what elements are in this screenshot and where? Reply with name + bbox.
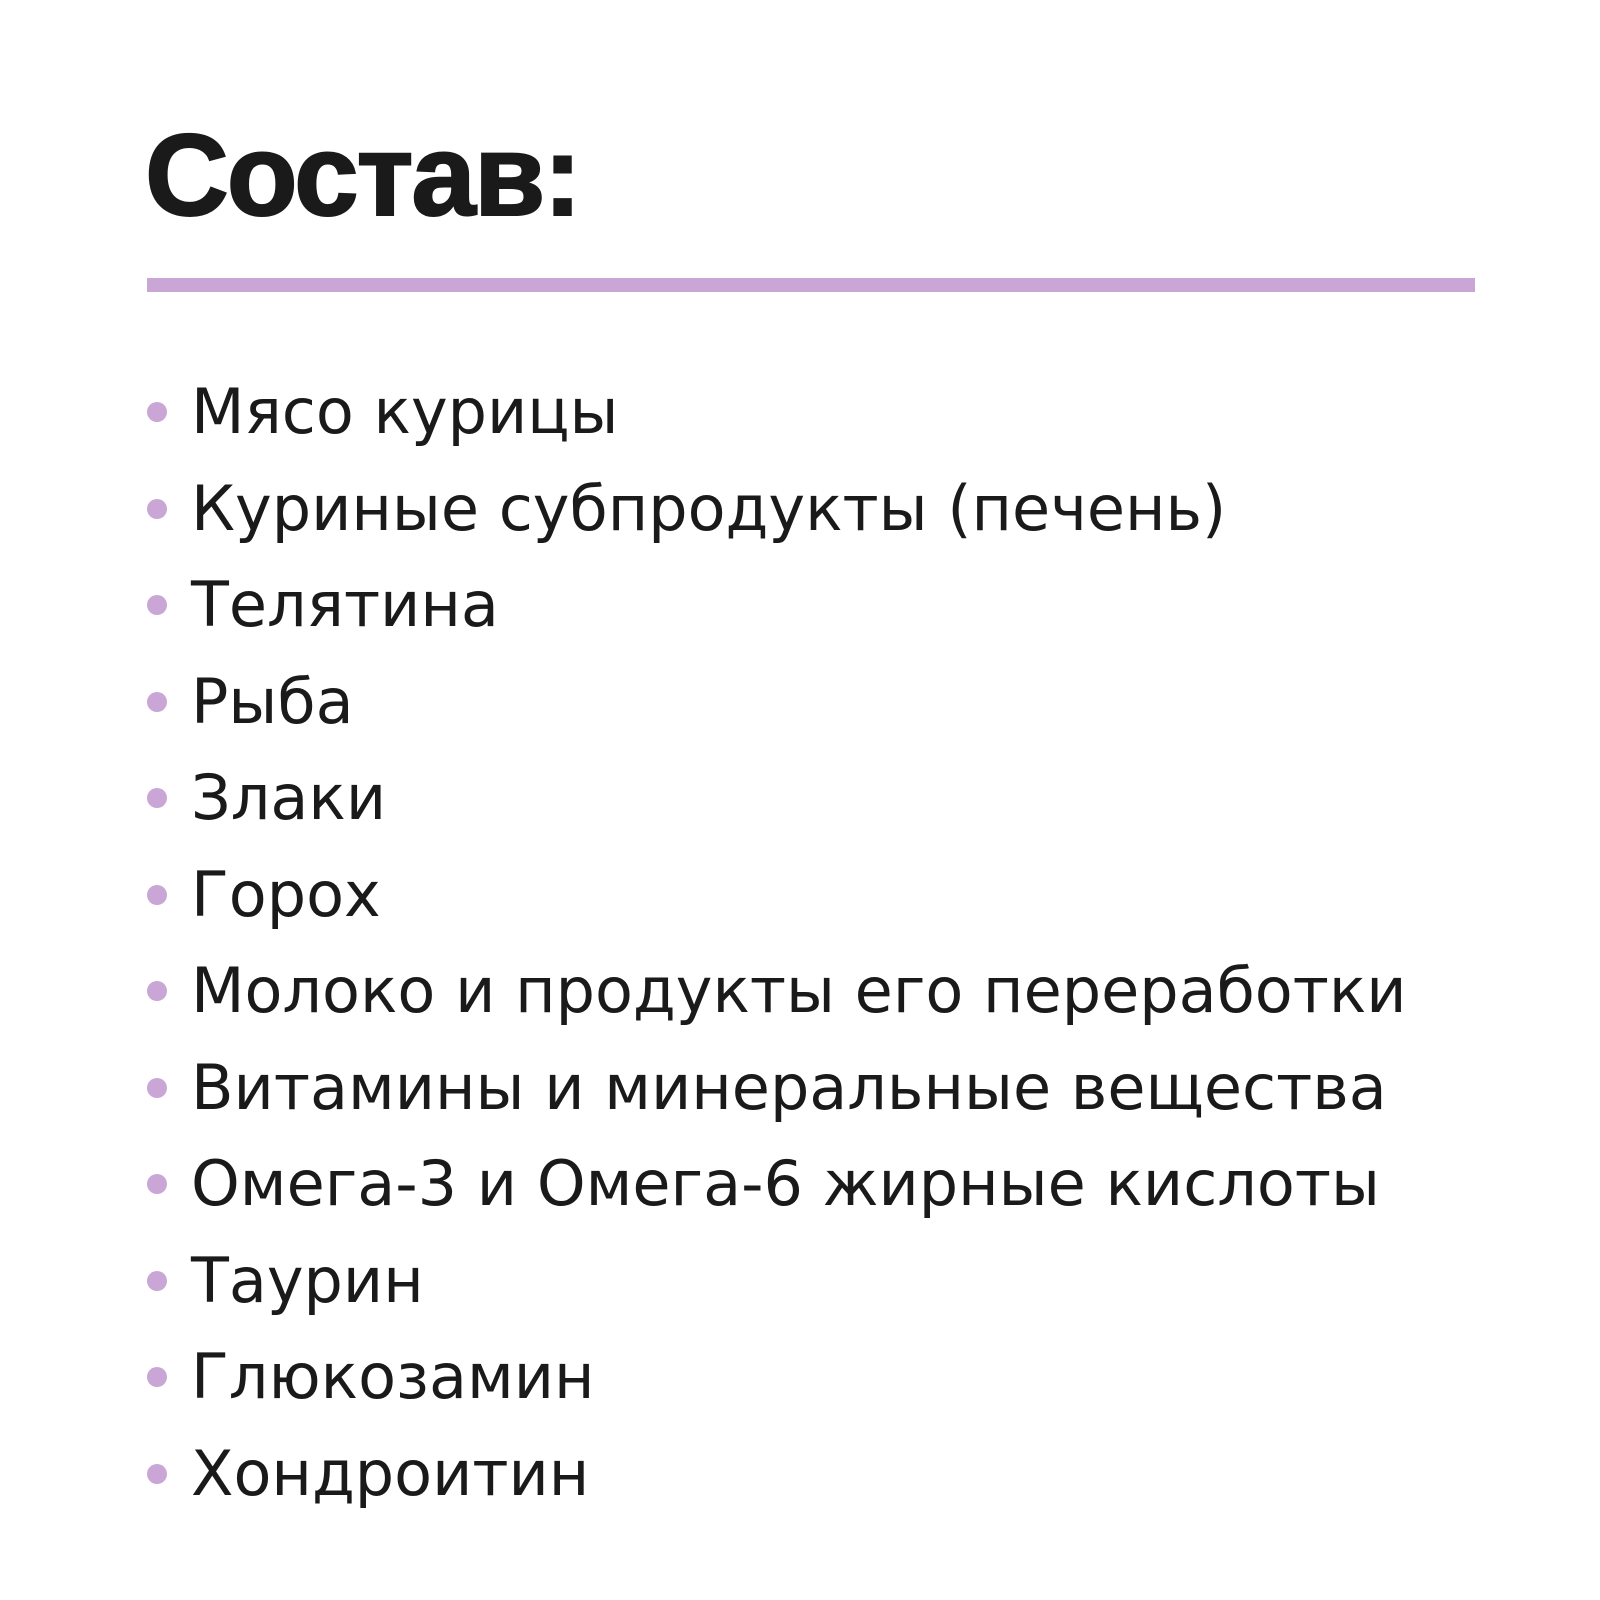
list-item: [147, 364, 1407, 461]
list-item: [147, 1233, 1407, 1330]
ingredient-label: Таурин: [191, 1243, 424, 1317]
bullet-dot-icon: [147, 595, 167, 615]
ingredient-label: Злаки: [191, 761, 387, 835]
ingredient-label: Мясо курицы: [191, 375, 619, 449]
list-item: [147, 1136, 1407, 1233]
ingredient-label: Рыба: [191, 664, 354, 738]
bullet-dot-icon: [147, 1367, 167, 1387]
ingredient-label: Молоко и продукты его переработки: [191, 954, 1407, 1028]
bullet-dot-icon: [147, 788, 167, 808]
list-item: [147, 943, 1407, 1040]
page-title: Состав:: [145, 110, 580, 240]
bullet-dot-icon: [147, 692, 167, 712]
ingredient-label: Хондроитин: [191, 1436, 590, 1510]
bullet-dot-icon: [147, 402, 167, 422]
ingredient-label: Витамины и минеральные вещества: [191, 1050, 1387, 1124]
ingredient-label: Куриные субпродукты (печень): [191, 471, 1227, 545]
list-item: [147, 557, 1407, 654]
bullet-dot-icon: [147, 1174, 167, 1194]
ingredients-list: [147, 364, 1407, 1522]
list-item: [147, 750, 1407, 847]
bullet-dot-icon: [147, 1078, 167, 1098]
list-item: [147, 1329, 1407, 1426]
list-item: [147, 847, 1407, 944]
list-item: [147, 1040, 1407, 1137]
bullet-dot-icon: [147, 981, 167, 1001]
bullet-dot-icon: [147, 1271, 167, 1291]
ingredient-label: Горох: [191, 857, 381, 931]
bullet-dot-icon: [147, 1464, 167, 1484]
title-divider: [147, 278, 1475, 292]
list-item: [147, 1426, 1407, 1523]
ingredient-label: Омега-3 и Омега-6 жирные кислоты: [191, 1147, 1380, 1221]
ingredient-label: Телятина: [191, 568, 499, 642]
list-item: [147, 654, 1407, 751]
bullet-dot-icon: [147, 499, 167, 519]
ingredient-label: Глюкозамин: [191, 1340, 595, 1414]
bullet-dot-icon: [147, 885, 167, 905]
list-item: [147, 461, 1407, 558]
